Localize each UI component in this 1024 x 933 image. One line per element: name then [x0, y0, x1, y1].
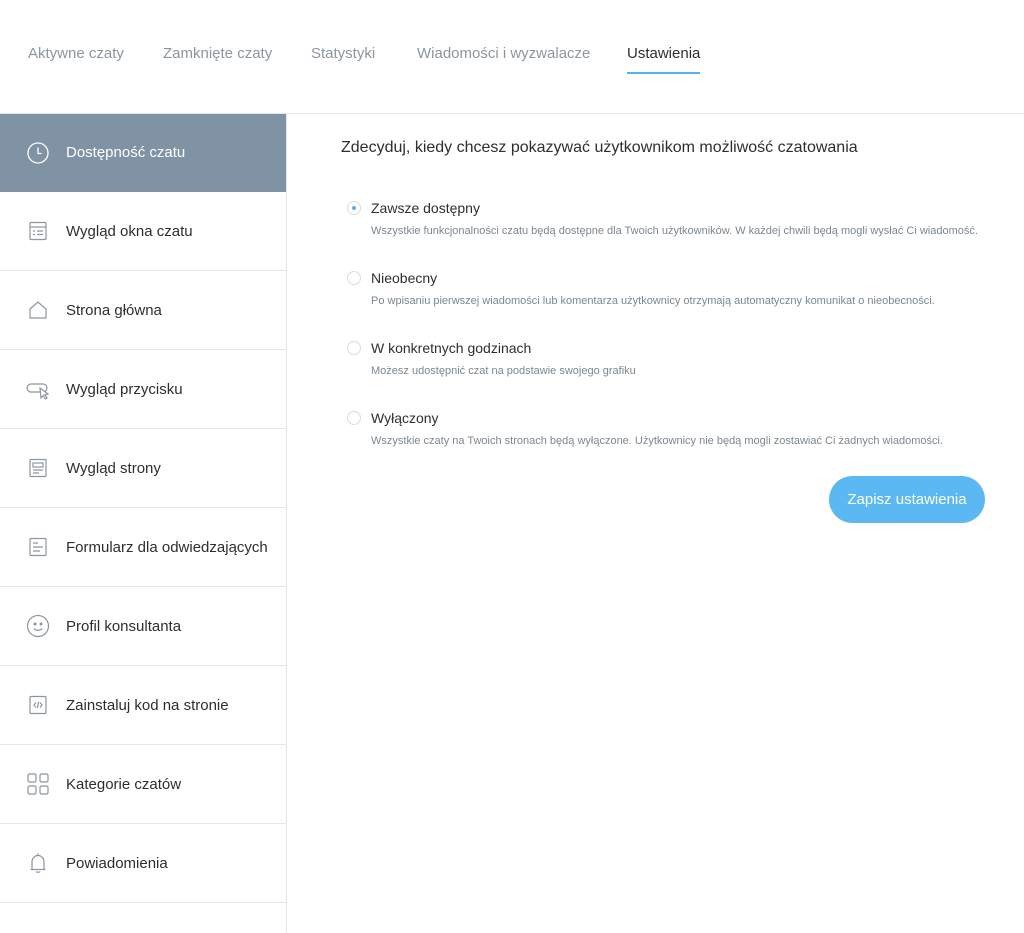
sidebar-item-visitor-form[interactable]: [0, 508, 286, 587]
option-always-available[interactable]: [347, 199, 1017, 239]
bell-icon: [26, 851, 50, 875]
save-settings-button[interactable]: Zapisz ustawienia: [829, 476, 985, 523]
radio-away[interactable]: [347, 271, 361, 285]
sidebar-item-consultant-profile[interactable]: [0, 587, 286, 666]
clock-icon: [26, 141, 50, 165]
sidebar-item-label: Strona główna: [66, 301, 162, 319]
sidebar-item-chat-window-look[interactable]: [0, 192, 286, 271]
button-cursor-icon: [26, 377, 50, 401]
option-title: Nieobecny: [371, 270, 438, 286]
sidebar-item-notifications[interactable]: [0, 824, 286, 903]
smiley-icon: [26, 614, 50, 638]
sidebar-item-label: Wygląd okna czatu: [66, 222, 193, 240]
chat-window-icon: [26, 219, 50, 243]
categories-grid-icon: [26, 772, 50, 796]
page-layout-icon: [26, 456, 50, 480]
option-specific-hours[interactable]: [347, 339, 1017, 379]
sidebar-item-label: Wygląd strony: [66, 459, 161, 477]
sidebar-item-chat-categories[interactable]: [0, 745, 286, 824]
sidebar-item-label: Kategorie czatów: [66, 775, 182, 793]
sidebar-item-home-page[interactable]: [0, 271, 286, 350]
option-disabled[interactable]: [347, 409, 1017, 449]
availability-settings-panel: [287, 114, 1024, 933]
sidebar-item-chat-availability[interactable]: [0, 114, 286, 192]
radio-disabled[interactable]: [347, 411, 361, 425]
home-icon: [26, 298, 50, 322]
sidebar-item-button-look[interactable]: [0, 350, 286, 429]
top-navigation: [0, 0, 1024, 114]
sidebar-item-label: Profil konsultanta: [66, 617, 182, 635]
option-description: Po wpisaniu pierwszej wiadomości lub komentarza użytkownicy otrzymają automatyczny komunikat o nieobecności.: [371, 295, 935, 307]
sidebar-item-label: Powiadomienia: [66, 854, 168, 872]
tab-statistics[interactable]: Statystyki: [311, 45, 376, 62]
tab-active-chats[interactable]: Aktywne czaty: [28, 45, 124, 62]
tab-closed-chats[interactable]: Zamknięte czaty: [163, 45, 273, 62]
sidebar-item-label: Wygląd przycisku: [66, 380, 183, 398]
radio-specific-hours[interactable]: [347, 341, 361, 355]
page-title: Zdecyduj, kiedy chcesz pokazywać użytkownikom możliwość czatowania: [341, 139, 858, 156]
sidebar-item-label: Zainstaluj kod na stronie: [66, 696, 229, 714]
form-icon: [26, 535, 50, 559]
tab-messages-triggers[interactable]: Wiadomości i wyzwalacze: [417, 45, 591, 62]
option-description: Wszystkie funkcjonalności czatu będą dostępne dla Twoich użytkowników. W każdej chwili będą mogli wysłać Ci wiadomość.: [371, 225, 978, 237]
option-description: Możesz udostępnić czat na podstawie swojego grafiku: [371, 365, 636, 377]
option-title: Wyłączony: [371, 410, 439, 426]
sidebar-item-install-code[interactable]: [0, 666, 286, 745]
radio-always-available[interactable]: [347, 201, 361, 215]
settings-sidebar: [0, 114, 287, 933]
option-title: Zawsze dostępny: [371, 200, 480, 216]
option-away[interactable]: [347, 269, 1017, 309]
option-description: Wszystkie czaty na Twoich stronach będą wyłączone. Użytkownicy nie będą mogli zostawiać Ci żadnych wiadomości.: [371, 435, 944, 447]
sidebar-item-page-look[interactable]: [0, 429, 286, 508]
option-title: W konkretnych godzinach: [371, 340, 532, 356]
sidebar-item-label: Formularz dla odwiedzających: [66, 538, 268, 556]
code-icon: [26, 693, 50, 717]
sidebar-item-label: Dostępność czatu: [66, 144, 186, 161]
tab-settings[interactable]: Ustawienia: [627, 45, 701, 62]
